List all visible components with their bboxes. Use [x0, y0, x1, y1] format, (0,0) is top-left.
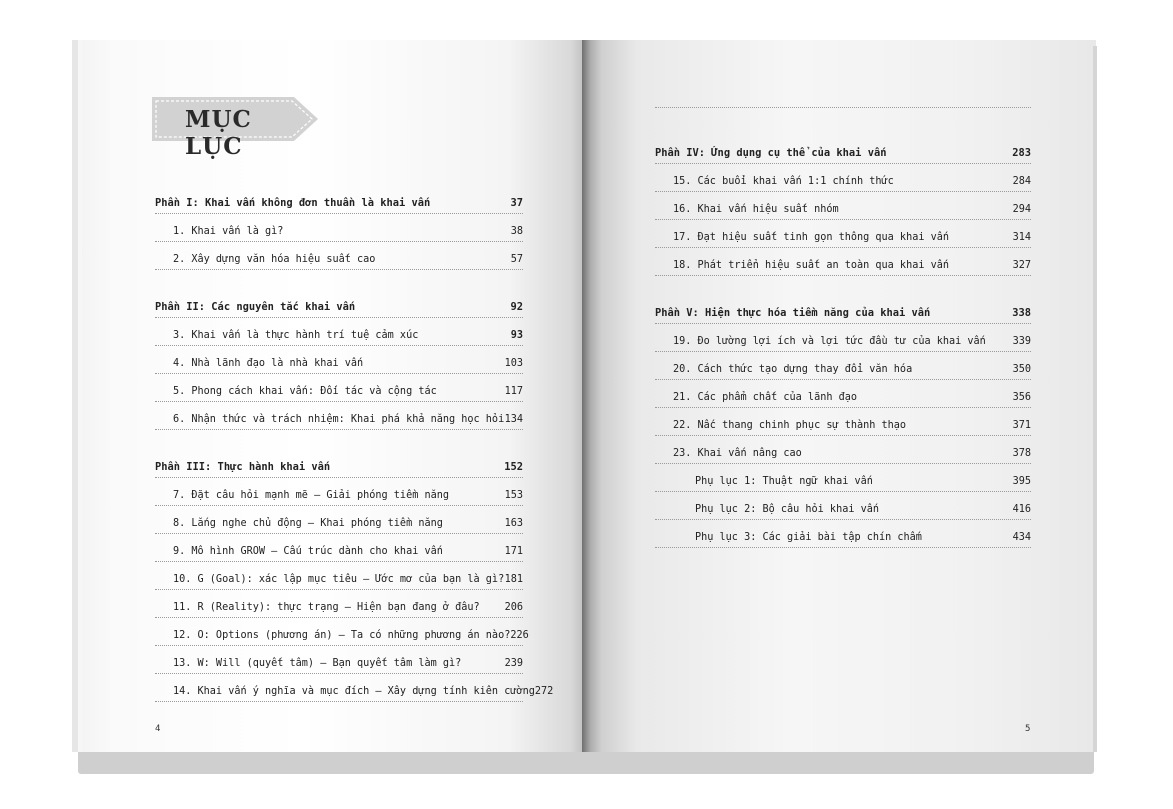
toc-chapter-entry[interactable] — [155, 562, 523, 590]
entry-title: 7. Đặt câu hỏi mạnh mẽ – Giải phóng tiềm năng — [173, 490, 450, 501]
toc-chapter-entry[interactable] — [155, 478, 523, 506]
entry-title: 15. Các buổi khai vấn 1:1 chính thức — [673, 176, 894, 187]
entry-page-number: 93 — [510, 330, 523, 341]
entry-page-number: 356 — [1012, 392, 1031, 403]
toc-part-entry[interactable] — [655, 136, 1031, 164]
entry-title: 3. Khai vấn là thực hành trí tuệ cảm xúc — [173, 330, 419, 341]
entry-title: 2. Xây dựng văn hóa hiệu suất cao — [173, 254, 376, 265]
section-gap — [155, 430, 523, 450]
entry-title: 10. G (Goal): xác lập mục tiêu – Ước mơ của bạn là gì? — [173, 574, 505, 585]
entry-page-number: 181 — [504, 574, 523, 585]
toc-chapter-entry[interactable] — [155, 674, 554, 702]
entry-title: 17. Đạt hiệu suất tinh gọn thông qua khai vấn — [673, 232, 950, 243]
entry-page-number: 284 — [1012, 176, 1031, 187]
toc-chapter-entry[interactable] — [155, 242, 523, 270]
section-gap — [155, 270, 523, 290]
entry-title: Phụ lục 2: Bộ câu hỏi khai vấn — [695, 504, 880, 515]
page-edge — [1093, 46, 1097, 752]
entry-title: Phần V: Hiện thực hóa tiềm năng của khai vấn — [655, 307, 931, 319]
page-number-right: 5 — [1025, 724, 1031, 734]
entry-page-number: 103 — [504, 358, 523, 369]
entry-page-number: 152 — [504, 461, 523, 473]
toc-chapter-entry[interactable] — [155, 374, 523, 402]
entry-page-number: 57 — [510, 254, 523, 265]
toc-chapter-entry[interactable] — [655, 192, 1031, 220]
entry-page-number: 416 — [1012, 504, 1031, 515]
entry-title: Phần III: Thực hành khai vấn — [155, 461, 331, 473]
entry-title: 16. Khai vấn hiệu suất nhóm — [673, 204, 839, 215]
entry-page-number: 92 — [510, 301, 523, 313]
entry-title: 9. Mô hình GROW – Cấu trúc dành cho khai vấn — [173, 546, 443, 557]
book-spine — [582, 40, 590, 752]
entry-page-number: 395 — [1012, 476, 1031, 487]
toc-part-entry[interactable] — [655, 296, 1031, 324]
entry-title: Phần IV: Ứng dụng cụ thể của khai vấn — [655, 147, 887, 159]
entry-title: Phụ lục 3: Các giải bài tập chín chấm — [695, 532, 922, 543]
toc-heading-tag — [152, 97, 318, 160]
toc-appendix-entry[interactable] — [655, 492, 1031, 520]
toc-chapter-entry[interactable] — [155, 534, 523, 562]
open-book — [72, 40, 1096, 770]
toc-left-list — [155, 186, 554, 702]
entry-title: 6. Nhận thức và trách nhiệm: Khai phá khả năng học hỏi — [173, 414, 505, 425]
toc-part-entry[interactable] — [155, 290, 523, 318]
entry-page-number: 314 — [1012, 232, 1031, 243]
entry-page-number: 350 — [1012, 364, 1031, 375]
entry-title: 11. R (Reality): thực trạng – Hiện bạn đang ở đâu? — [173, 602, 480, 613]
entry-page-number: 339 — [1012, 336, 1031, 347]
entry-page-number: 134 — [504, 414, 523, 425]
entry-page-number: 378 — [1012, 448, 1031, 459]
entry-page-number: 239 — [504, 658, 523, 669]
entry-title: 12. O: Options (phương án) – Ta có những phương án nào? — [173, 630, 511, 641]
entry-page-number: 38 — [510, 226, 523, 237]
entry-page-number: 327 — [1012, 260, 1031, 271]
entry-title: 19. Đo lường lợi ích và lợi tức đầu tư của khai vấn — [673, 336, 986, 347]
toc-part-entry[interactable] — [155, 450, 523, 478]
toc-chapter-entry[interactable] — [155, 646, 523, 674]
entry-page-number: 171 — [504, 546, 523, 557]
toc-heading: MỤC LỤC — [185, 106, 252, 160]
toc-chapter-entry[interactable] — [655, 248, 1031, 276]
toc-appendix-entry[interactable] — [655, 464, 1031, 492]
entry-title: 20. Cách thức tạo dựng thay đổi văn hóa — [673, 364, 913, 375]
entry-page-number: 206 — [504, 602, 523, 613]
entry-page-number: 37 — [510, 197, 523, 209]
entry-title: Phụ lục 1: Thuật ngữ khai vấn — [695, 476, 873, 487]
entry-page-number: 153 — [504, 490, 523, 501]
entry-title: 23. Khai vấn nâng cao — [673, 448, 802, 459]
toc-chapter-entry[interactable] — [155, 346, 523, 374]
toc-chapter-entry[interactable] — [655, 408, 1031, 436]
top-divider — [655, 107, 1031, 108]
entry-page-number: 272 — [534, 686, 554, 697]
entry-title: 21. Các phẩm chất của lãnh đạo — [673, 392, 858, 403]
entry-title: 4. Nhà lãnh đạo là nhà khai vấn — [173, 358, 364, 369]
toc-chapter-entry[interactable] — [155, 506, 523, 534]
toc-chapter-entry[interactable] — [655, 164, 1031, 192]
entry-title: 14. Khai vấn ý nghĩa và mục đích – Xây dựng tính kiên cường — [173, 686, 535, 697]
entry-title: 13. W: Will (quyết tâm) – Bạn quyết tâm làm gì? — [173, 658, 462, 669]
toc-chapter-entry[interactable] — [655, 352, 1031, 380]
entry-title: 5. Phong cách khai vấn: Đối tác và cộng tác — [173, 386, 437, 397]
toc-chapter-entry[interactable] — [655, 324, 1031, 352]
toc-chapter-entry[interactable] — [655, 220, 1031, 248]
toc-chapter-entry[interactable] — [655, 436, 1031, 464]
toc-appendix-entry[interactable] — [655, 520, 1031, 548]
section-gap — [655, 276, 1031, 296]
entry-title: 22. Nấc thang chinh phục sự thành thạo — [673, 420, 907, 431]
toc-chapter-entry[interactable] — [155, 618, 529, 646]
entry-page-number: 338 — [1012, 307, 1031, 319]
toc-chapter-entry[interactable] — [155, 402, 523, 430]
entry-title: 18. Phát triển hiệu suất an toàn qua khai vấn — [673, 260, 950, 271]
toc-part-entry[interactable] — [155, 186, 523, 214]
entry-page-number: 434 — [1012, 532, 1031, 543]
entry-page-number: 226 — [510, 630, 529, 641]
entry-title: Phần I: Khai vấn không đơn thuần là khai vấn — [155, 197, 431, 209]
toc-chapter-entry[interactable] — [155, 214, 523, 242]
toc-right-list — [655, 136, 1031, 548]
entry-page-number: 371 — [1012, 420, 1031, 431]
entry-page-number: 117 — [504, 386, 523, 397]
entry-page-number: 163 — [504, 518, 523, 529]
entry-page-number: 283 — [1012, 147, 1031, 159]
toc-chapter-entry[interactable] — [155, 318, 523, 346]
entry-title: Phần II: Các nguyên tắc khai vấn — [155, 301, 356, 313]
entry-title: 8. Lắng nghe chủ động – Khai phóng tiềm năng — [173, 518, 443, 529]
entry-title: 1. Khai vấn là gì? — [173, 226, 284, 237]
entry-page-number: 294 — [1012, 204, 1031, 215]
toc-chapter-entry[interactable] — [155, 590, 523, 618]
page-number-left: 4 — [155, 724, 161, 734]
toc-chapter-entry[interactable] — [655, 380, 1031, 408]
